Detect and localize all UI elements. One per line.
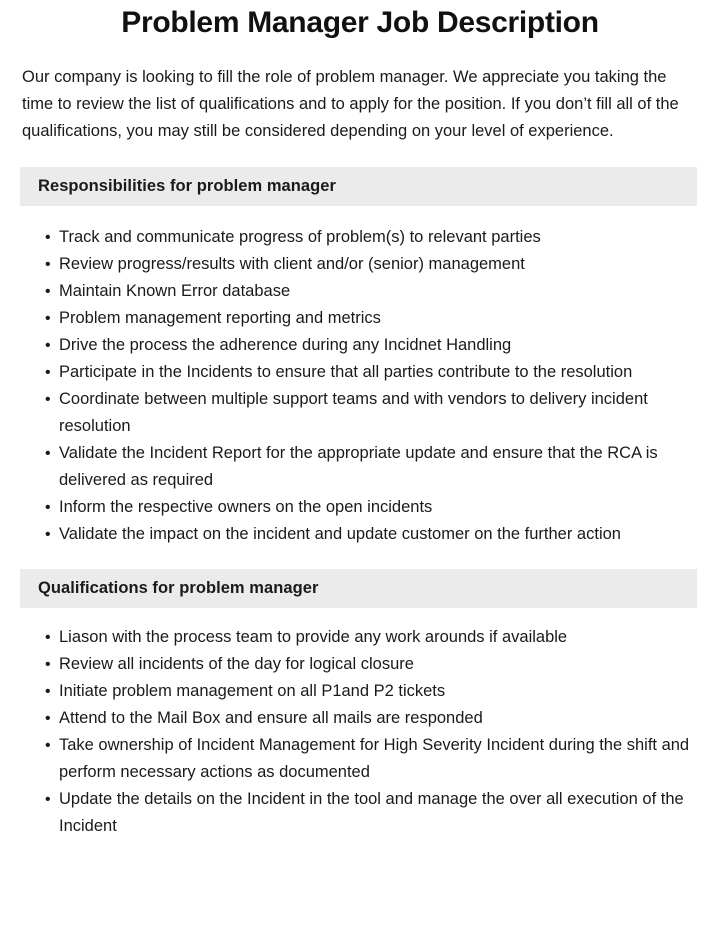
list-item: • Review all incidents of the day for logical closure (45, 651, 698, 678)
section-header-qualifications (20, 569, 697, 608)
responsibilities-list (0, 206, 720, 548)
list-item: • Take ownership of Incident Management for High Severity Incident during the shift and perform necessary actions as documented (45, 732, 698, 786)
list-item: • Track and communicate progress of problem(s) to relevant parties (45, 224, 698, 251)
section-responsibilities (0, 167, 720, 548)
list-item: • Maintain Known Error database (45, 278, 698, 305)
intro-paragraph: Our company is looking to fill the role of problem manager. We appreciate you taking the time to review the list of qualifications and to apply for the position. If you don’t fill all of the qualifications, you may still be considered depending on your level of experience. (22, 68, 679, 140)
section-qualifications (0, 569, 720, 840)
list-item: • Problem management reporting and metrics (45, 305, 698, 332)
list-item: • Validate the Incident Report for the appropriate update and ensure that the RCA is delivered as required (45, 440, 698, 494)
section-heading-label: Responsibilities for problem manager (38, 177, 336, 195)
list-item: • Review progress/results with client and/or (senior) management (45, 251, 698, 278)
list-item: • Liason with the process team to provide any work arounds if available (45, 624, 698, 651)
list-item: • Coordinate between multiple support teams and with vendors to delivery incident resolution (45, 386, 698, 440)
list-item: • Inform the respective owners on the open incidents (45, 494, 698, 521)
list-item: • Drive the process the adherence during any Incidnet Handling (45, 332, 698, 359)
list-item: • Participate in the Incidents to ensure that all parties contribute to the resolution (45, 359, 698, 386)
list-item: • Update the details on the Incident in the tool and manage the over all execution of the Incident (45, 786, 698, 840)
list-item: • Initiate problem management on all P1and P2 tickets (45, 678, 698, 705)
section-header-responsibilities (20, 167, 697, 206)
list-item: • Validate the impact on the incident and update customer on the further action (45, 521, 698, 548)
qualifications-list (0, 608, 720, 840)
section-heading-label: Qualifications for problem manager (38, 579, 319, 597)
list-item: • Attend to the Mail Box and ensure all mails are responded (45, 705, 698, 732)
page-title: Problem Manager Job Description (121, 6, 599, 39)
